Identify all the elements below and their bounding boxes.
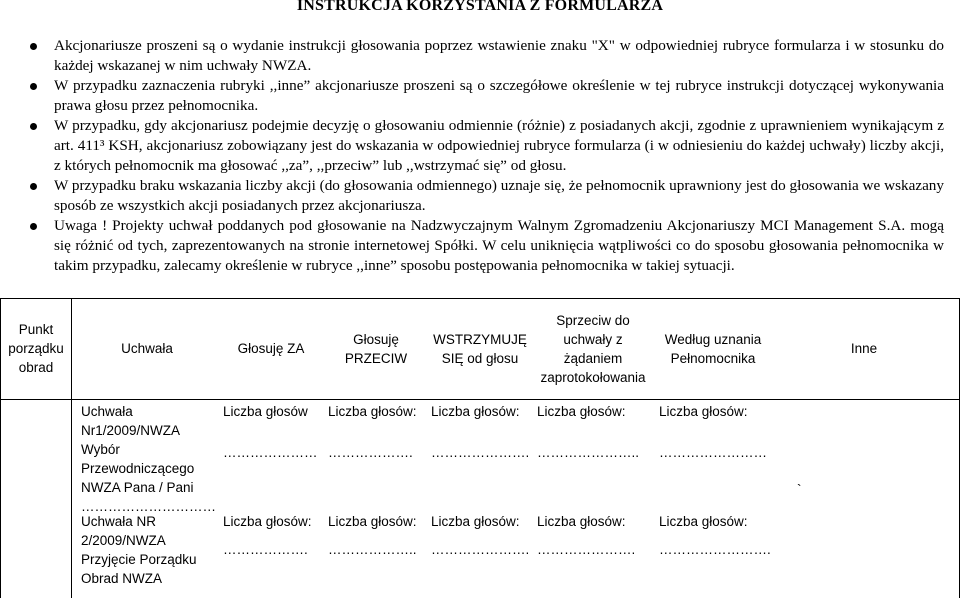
page-title: INSTRUKCJA KORZYSTANIA Z FORMULARZA (296, 0, 664, 14)
bullet-icon (30, 183, 37, 190)
instruction-line: Akcjonariusze proszeni są o wydanie instrukcji głosowania poprzez wstawienie znaku "X" w odpowiedniej rubryce formularza i w (54, 37, 866, 54)
votes-label: Liczba głosów (223, 404, 308, 419)
header-sprzeciw: Sprzeciw do uchwały z żądaniem zaprotokołowania (540, 312, 646, 385)
instruction-item (0, 116, 944, 176)
voting-table (0, 298, 960, 598)
votes-label: Liczba głosów: (328, 404, 417, 419)
votes-entry-field[interactable]: ……………………. (659, 542, 771, 557)
votes-entry-field[interactable]: …………………… (659, 445, 767, 460)
instruction-line: wskazany sposób ze wszystkich akcji posiadanych przez akcjonariusza. (54, 177, 944, 214)
votes-label: Liczba głosów: (431, 514, 520, 529)
bullet-icon (30, 223, 37, 230)
row1-za-cell[interactable] (223, 402, 318, 462)
row1-uchwala-line: ………………………… (81, 499, 216, 514)
bullet-icon (30, 83, 37, 90)
table-header-divider (0, 399, 960, 400)
row1-wedlug-cell[interactable] (659, 402, 767, 462)
instruction-item (0, 36, 944, 76)
instruction-line: każdej uchwały) liczby akcji, z których pełnomocnik ma głosować ,,za”, ,,przeciw” lub ,,wstrzymać się” od głosu. (54, 137, 944, 174)
votes-entry-field[interactable]: ………………….. (537, 445, 640, 460)
row2-wstrzymuje-cell[interactable] (431, 512, 529, 559)
votes-entry-field[interactable]: …………………. (431, 542, 530, 557)
votes-label: Liczba głosów: (431, 404, 520, 419)
votes-entry-field[interactable]: ……………….. (328, 542, 417, 557)
instruction-line: W przypadku, gdy akcjonariusz podejmie decyzję o głosowaniu odmiennie (różnie) z posiadanych akcji, zgodnie z uprawnieniem (54, 117, 848, 134)
votes-entry-field[interactable]: ………………… (223, 445, 318, 460)
instruction-line: pełnomocnika w takim przypadku, zalecamy określenie w rubryce ,,inne” sposobu postępowania pełnomocnika w takiej sytuacji. (54, 237, 945, 274)
instruction-item (0, 76, 944, 116)
instructions-list (0, 36, 944, 276)
row1-uchwala-line: Nr1/2009/NWZA (81, 423, 181, 438)
votes-entry-field[interactable]: ………………. (328, 445, 413, 460)
votes-entry-field[interactable]: …………………. (431, 445, 530, 460)
instruction-line: wynikającym z art. 411³ KSH, akcjonariusz zobowiązany jest do wskazania w odpowiedniej rubryce formularza (i w odniesieniu do (54, 117, 945, 154)
row1-uchwala (81, 402, 216, 516)
row1-wstrzymuje-cell[interactable] (431, 402, 529, 462)
votes-label: Liczba głosów: (223, 514, 312, 529)
votes-label: Liczba głosów: (659, 404, 748, 419)
header-inne: Inne (850, 341, 878, 356)
instruction-item (0, 216, 944, 276)
bullet-icon (30, 43, 37, 50)
row2-uchwala-line: Przyjęcie Porządku (81, 552, 197, 567)
header-glosuje-przeciw: Głosuję PRZECIW (344, 331, 408, 366)
votes-entry-field[interactable]: …………………. (537, 542, 636, 557)
row2-za-cell[interactable] (223, 512, 312, 559)
row2-wedlug-cell[interactable] (659, 512, 771, 559)
row2-uchwala-line: Uchwała NR (81, 514, 157, 529)
row2-uchwala-line: 2/2009/NWZA (81, 533, 166, 548)
row2-uchwala-line: Obrad NWZA (81, 571, 163, 586)
row2-sprzeciw-cell[interactable] (537, 512, 635, 559)
votes-label: Liczba głosów: (659, 514, 748, 529)
instruction-item (0, 176, 944, 216)
header-uchwala: Uchwała (121, 341, 173, 356)
table-border-left (0, 298, 1, 598)
row1-uchwala-line: Przewodniczącego (81, 461, 195, 476)
header-wstrzymuje: WSTRZYMUJĘ SIĘ od głosu (433, 331, 527, 366)
header-wedlug-uznania: Według uznania Pełnomocnika (664, 331, 762, 366)
row2-przeciw-cell[interactable] (328, 512, 417, 559)
row1-uchwala-line: Uchwała (81, 404, 133, 419)
column-divider (71, 298, 72, 598)
instruction-line: wykonywania prawa głosu przez pełnomocnika. (54, 77, 945, 114)
instruction-line: stosunku do każdej wskazanej w nim uchwały NWZA. (54, 37, 944, 74)
votes-entry-field[interactable]: ………………. (223, 542, 308, 557)
votes-label: Liczba głosów: (328, 514, 417, 529)
row2-uchwala (81, 512, 197, 588)
header-glosuje-za: Głosuję ZA (237, 341, 305, 356)
instruction-line: Uwaga ! Projekty uchwał poddanych pod głosowanie na Nadzwyczajnym Walnym Zgromadzeniu Akcjonariuszy MCI Management S.A. (54, 217, 906, 234)
row1-przeciw-cell[interactable] (328, 402, 417, 462)
instruction-line: W przypadku braku wskazania liczby akcji (do głosowania odmiennego) uznaje się, że pełnomocnik uprawniony jest do głosowania we (54, 177, 881, 194)
instruction-line: mogą się różnić od tych, zaprezentowanych na stronie internetowej Spółki. W celu uniknięcia wątpliwości co do sposobu głosowania (54, 217, 944, 254)
row1-uchwala-line: NWZA Pana / Pani (81, 480, 194, 495)
header-punkt: Punkt porządku obrad (8, 322, 64, 375)
row1-uchwala-line: Wybór (81, 442, 120, 457)
votes-label: Liczba głosów: (537, 404, 626, 419)
row1-inne-cell[interactable]: ` (797, 482, 802, 497)
bullet-icon (30, 123, 37, 130)
votes-label: Liczba głosów: (537, 514, 626, 529)
row1-sprzeciw-cell[interactable] (537, 402, 639, 462)
instruction-line: W przypadku zaznaczenia rubryki ,,inne” akcjonariusze proszeni są o szczegółowe określenie w tej rubryce instrukcji dotyczącej (54, 77, 854, 94)
